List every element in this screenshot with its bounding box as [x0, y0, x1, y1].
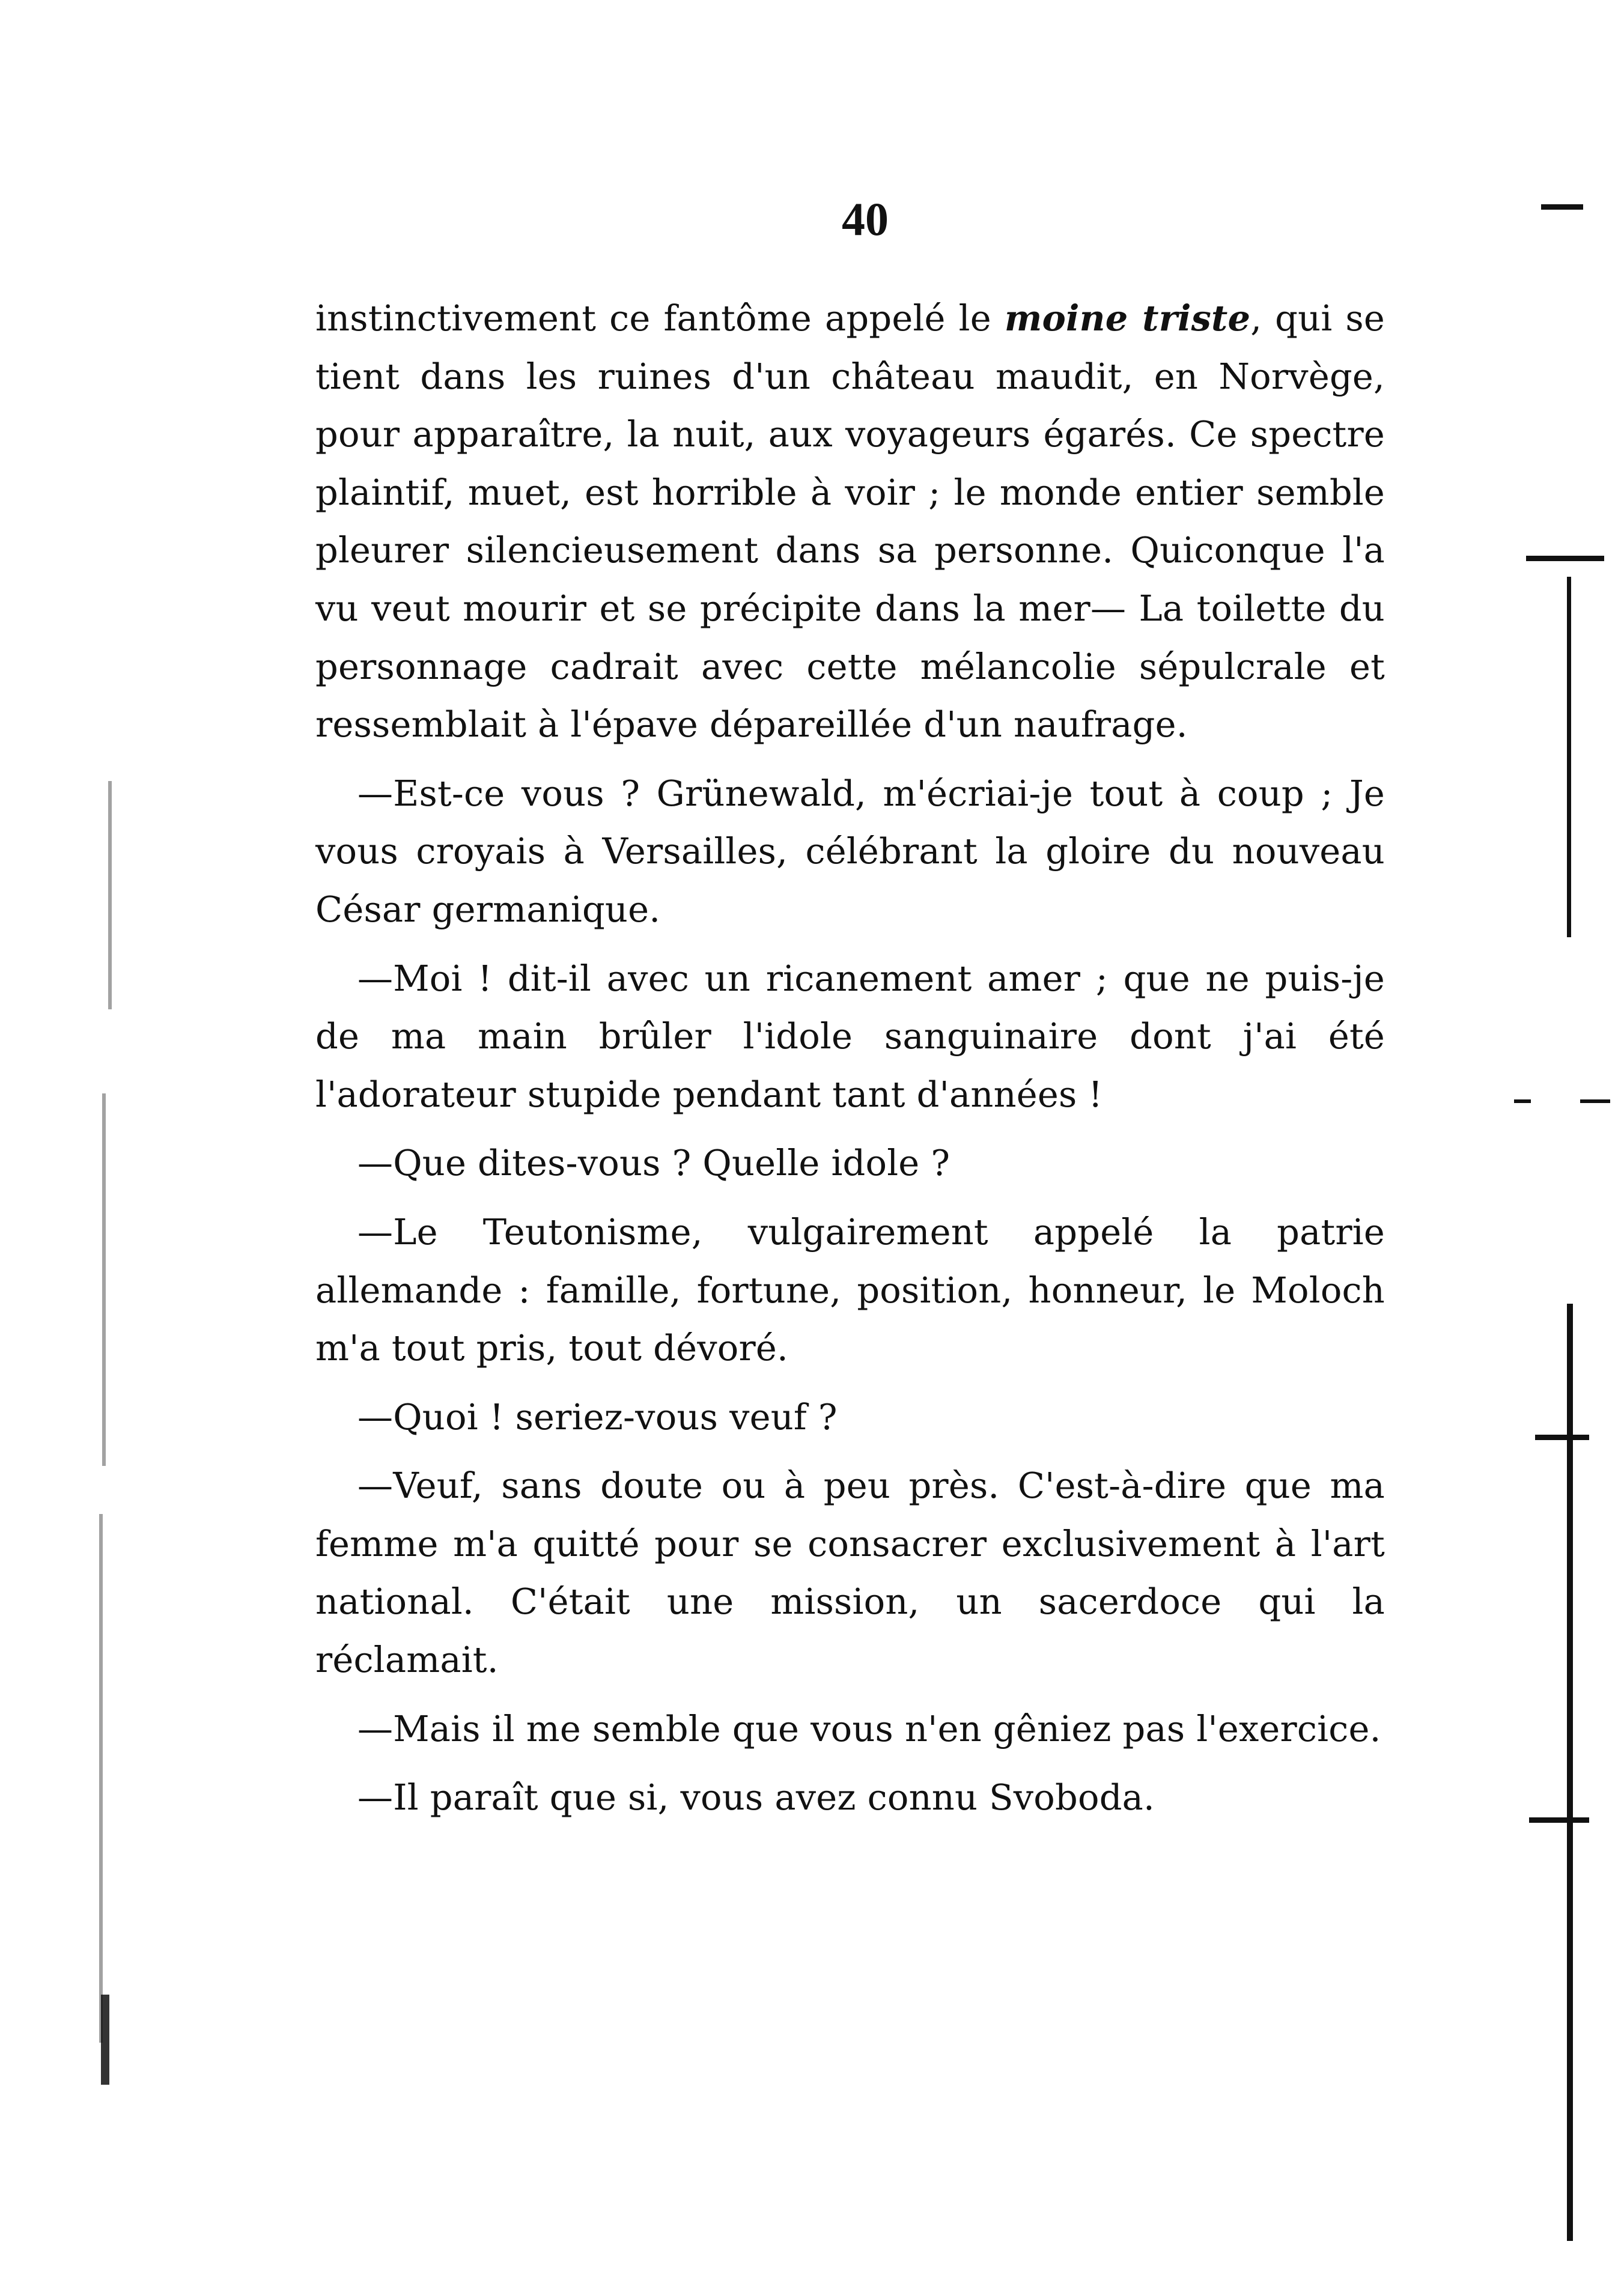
italic-phrase: moine triste [1004, 297, 1251, 339]
margin-speck [108, 781, 112, 1009]
paragraph: —Mais il me semble que vous n'en gêniez pas l'exercice. [357, 1707, 1381, 1749]
binding-line [1567, 577, 1571, 937]
body-text [315, 290, 1385, 1838]
binding-tick [1535, 1435, 1589, 1440]
paragraph: —Que dites-vous ? Quelle idole ? [357, 1142, 950, 1184]
paragraph: —Veuf, sans doute ou à peu près. C'est-à-dire que ma femme m'a quitté pour se consacrer exclusivement à l'art national. C'était une mission, un sacerdoce qui la réclamait. [315, 1465, 1385, 1681]
binding-tick [1541, 204, 1583, 210]
paragraph-text-continued: , qui se tient dans les ruines d'un château maudit, en Norvège, pour apparaître, la nuit, aux voyageurs égarés. Ce spectre plaintif, muet, est horrible à voir ; le monde entier semble pleurer silencieusement dans sa personne. Quiconque l'a vu veut mourir et se précipite dans la mer— La toilette du personnage cadrait avec cette mélancolie sépulcrale et ressemblait à l'épave dépareillée d'un naufrage. [315, 297, 1385, 746]
paragraph [315, 290, 1385, 754]
binding-tick [1580, 1099, 1610, 1103]
margin-speck [101, 1995, 109, 2085]
paragraph: —Moi ! dit-il avec un ricanement amer ; que ne puis-je de ma main brûler l'idole sanguinaire dont j'ai été l'adorateur stupide pendant tant d'années ! [315, 957, 1385, 1115]
page-number: 40 [842, 193, 889, 245]
binding-tick [1514, 1099, 1531, 1103]
paragraph: —Le Teutonisme, vulgairement appelé la patrie allemande : famille, fortune, position, honneur, le Moloch m'a tout pris, tout dévoré. [315, 1211, 1385, 1369]
margin-speck [99, 1514, 103, 2043]
margin-speck [102, 1093, 106, 1466]
paragraph: —Quoi ! seriez-vous veuf ? [357, 1396, 838, 1438]
binding-line [1567, 1304, 1573, 2241]
binding-tick [1529, 1817, 1589, 1823]
paragraph-text: instinctivement ce fantôme appelé le [315, 297, 1005, 339]
paragraph: —Il paraît que si, vous avez connu Svoboda. [357, 1777, 1155, 1819]
paragraph: —Est-ce vous ? Grünewald, m'écriai-je tout à coup ; Je vous croyais à Versailles, célébrant la gloire du nouveau César germanique. [315, 772, 1385, 930]
binding-tick [1526, 556, 1604, 561]
